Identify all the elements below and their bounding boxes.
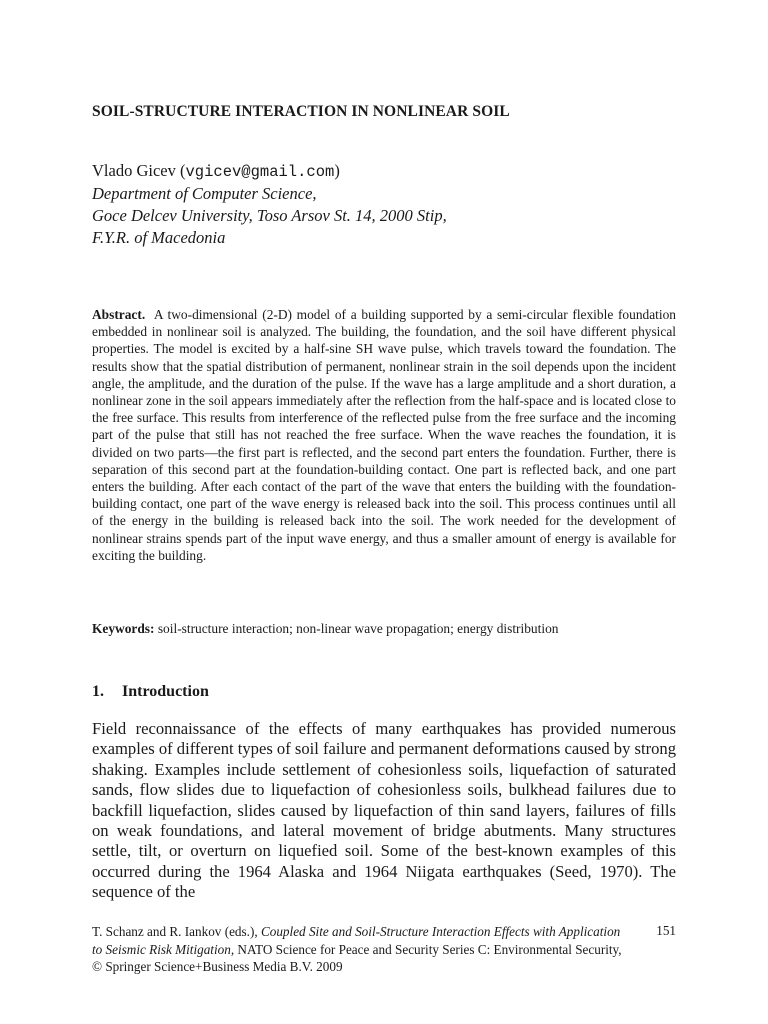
- footnote-editors: T. Schanz and R. Iankov (eds.),: [92, 924, 258, 939]
- author-email[interactable]: vgicev@gmail.com: [185, 163, 335, 181]
- section-heading: [92, 683, 209, 701]
- keywords: [92, 620, 676, 637]
- author-block: [92, 160, 447, 249]
- abstract-text: A two-dimensional (2-D) model of a building supported by a semi-circular flexible foundation embedded in nonlinear soil is analyzed. The building, the foundation, and the soil have different physical properties. The model is excited by a half-sine SH wave pulse, which travels toward the foundation. The results show that the spatial distribution of permanent, nonlinear strain in the soil depends upon the incident angle, the amplitude, and the duration of the pulse. If the wave has a large amplitude and a short duration, a nonlinear zone in the soil appears immediately after the reflection from the half-space and is located close to the free surface. This results from interference of the reflected pulse from the free surface and the incoming part of the pulse that still has not reached the free surface. When the wave reaches the foundation, it is divided on two parts—the first part is reflected, and the second part enters the foundation. Further, there is separation of this second part at the foundation-building contact. One part is reflected back, and one part enters the building. After each contact of the part of the wave that enters the building with the foundation-building contact, one part of the wave energy is released back into the soil. This process continues until all of the energy in the building is released back into the soil. The work needed for the development of nonlinear strains spends part of the input wave energy, and thus a smaller amount of energy is available for exciting the building.: [92, 307, 676, 563]
- intro-paragraph: Field reconnaissance of the effects of many earthquakes has provided numerous examples of different types of soil failure and permanent deformations caused by strong shaking. Examples include settlement of cohesionless soils, liquefaction of saturated sands, flow slides due to liquefaction of cohesionless soils, bulkhead failures due to backfill liquefaction, slides caused by liquefaction of thin sand layers, failures of fills on weak foundations, and lateral movement of bridge abutments. Many structures settle, tilt, or overturn on liquefied soil. Some of the best-known examples of this occurred during the 1964 Alaska and 1964 Niigata earthquakes (Seed, 1970). The sequence of the: [92, 719, 676, 902]
- keywords-label: Keywords:: [92, 621, 155, 636]
- author-name: Vlado Gicev: [92, 161, 176, 180]
- paper-title: SOIL-STRUCTURE INTERACTION IN NONLINEAR SOIL: [92, 103, 510, 120]
- footnote-series: NATO Science for Peace and Security Series C: Environmental Security, © Springer Science+Business Media B.V. 2009: [92, 941, 622, 975]
- affiliation-line-1: Department of Computer Science,: [92, 184, 317, 203]
- citation-footnote: [92, 923, 622, 976]
- affiliation-line-2: Goce Delcev University, Toso Arsov St. 14, 2000 Stip,: [92, 206, 447, 225]
- abstract-label: Abstract.: [92, 307, 146, 322]
- page-number: 151: [656, 923, 676, 938]
- affiliation-line-3: F.Y.R. of Macedonia: [92, 228, 226, 247]
- footnote-book-title: Coupled Site and Soil-Structure Interaction Effects with Application to Seismic Risk Mitigation,: [92, 924, 621, 957]
- author-line: Vlado Gicev (vgicev@gmail.com): [92, 161, 340, 181]
- abstract: [92, 306, 676, 564]
- section-number: 1.: [92, 683, 104, 700]
- section-title: Introduction: [122, 683, 209, 700]
- keywords-text: soil-structure interaction; non-linear wave propagation; energy distribution: [157, 621, 559, 636]
